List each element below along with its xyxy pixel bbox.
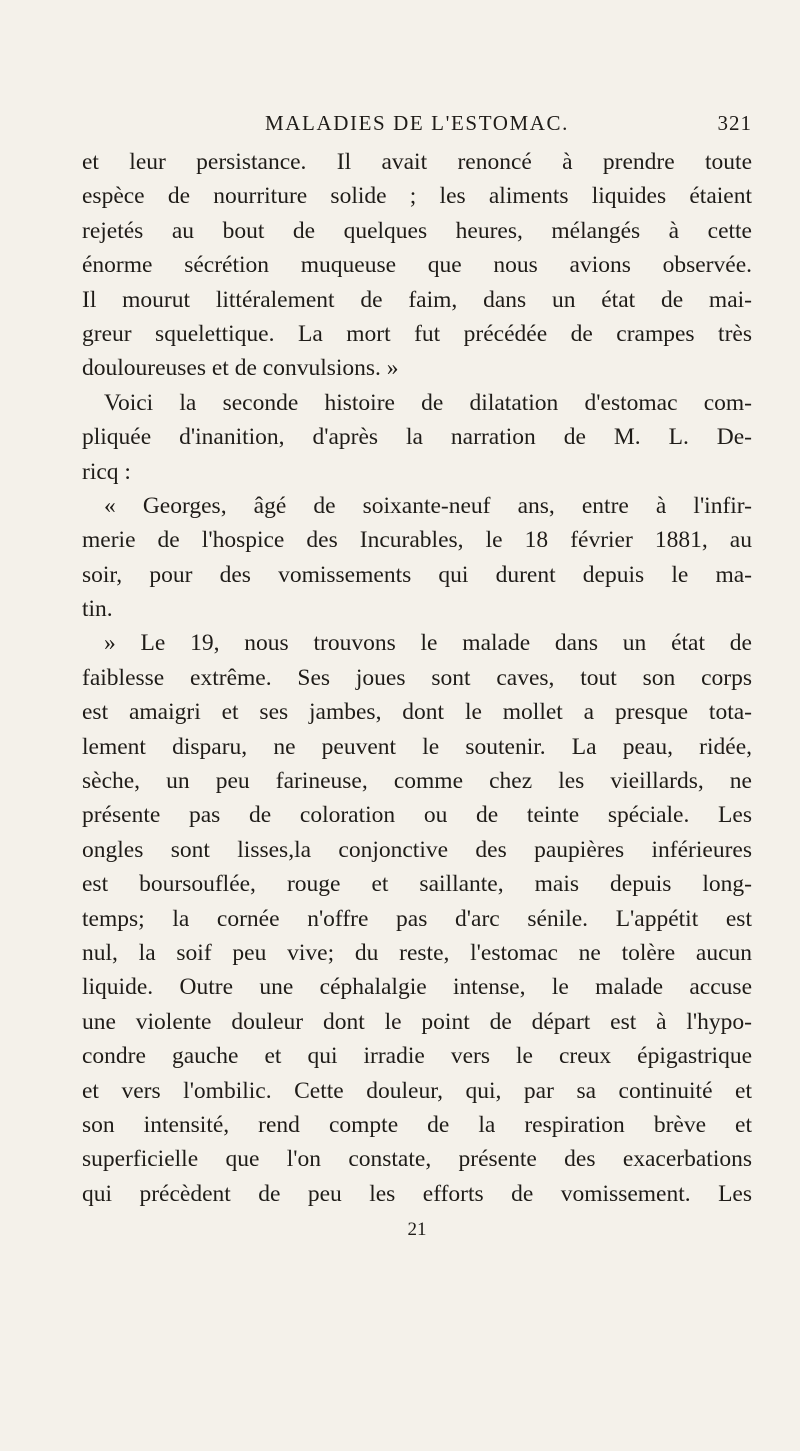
running-head (82, 111, 752, 139)
text-line: condre gauche et qui irradie vers le creux épigastrique (82, 1043, 752, 1070)
signature-mark: 21 (407, 1219, 427, 1240)
text-line: son intensité, rend compte de la respiration brève et (82, 1111, 752, 1138)
text-line: qui précèdent de peu les efforts de vomissement. Les (82, 1180, 752, 1207)
text-line: temps; la cornée n'offre pas d'arc sénile. L'appétit est (82, 905, 752, 932)
text-line: » Le 19, nous trouvons le malade dans un état de (104, 630, 752, 657)
text-line: ricq : (82, 458, 131, 485)
text-line: liquide. Outre une céphalalgie intense, le malade accuse (82, 974, 752, 1001)
text-line: Il mourut littéralement de faim, dans un état de mai- (82, 286, 752, 313)
text-line: et leur persistance. Il avait renoncé à prendre toute (82, 149, 752, 175)
text-line: douloureuses et de convulsions. » (82, 355, 399, 382)
text-line: tin. (82, 596, 113, 623)
running-title: MALADIES DE L'ESTOMAC. (264, 111, 570, 135)
text-line: est boursouflée, rouge et saillante, mais depuis long- (82, 871, 752, 898)
text-line: présente pas de coloration ou de teinte spéciale. Les (82, 802, 752, 829)
text-line: est amaigri et ses jambes, dont le mollet a presque tota- (82, 699, 752, 726)
text-line: ongles sont lisses,la conjonctive des paupières inférieures (82, 836, 752, 863)
text-line: soir, pour des vomissements qui durent depuis le ma- (82, 561, 752, 588)
text-line: rejetés au bout de quelques heures, mélangés à cette (82, 217, 752, 244)
text-line: nul, la soif peu vive; du reste, l'estomac ne tolère aucun (82, 939, 752, 966)
text-line: greur squelettique. La mort fut précédée de crampes très (82, 320, 752, 347)
text-line: Voici la seconde histoire de dilatation d'estomac com- (104, 389, 752, 416)
text-line: sèche, un peu farineuse, comme chez les vieillards, ne (82, 768, 752, 795)
text-line: lement disparu, ne peuvent le soutenir. La peau, ridée, (82, 733, 752, 760)
text-line: énorme sécrétion muqueuse que nous avions observée. (82, 252, 752, 279)
text-line: merie de l'hospice des Incurables, le 18 février 1881, au (82, 527, 752, 554)
text-line: et vers l'ombilic. Cette douleur, qui, par sa continuité et (82, 1077, 752, 1104)
text-line: « Georges, âgé de soixante-neuf ans, entre à l'infir- (104, 492, 752, 519)
text-line: superficielle que l'on constate, présente des exacerbations (82, 1146, 752, 1173)
text-line: faiblesse extrême. Ses joues sont caves, tout son corps (82, 664, 752, 691)
text-line: une violente douleur dont le point de départ est à l'hypo- (82, 1008, 752, 1035)
body-text (82, 145, 752, 1211)
text-line: pliquée d'inanition, d'après la narration de M. L. De- (82, 424, 752, 451)
page-number: 321 (717, 111, 752, 135)
text-line: espèce de nourriture solide ; les aliments liquides étaient (82, 183, 752, 210)
